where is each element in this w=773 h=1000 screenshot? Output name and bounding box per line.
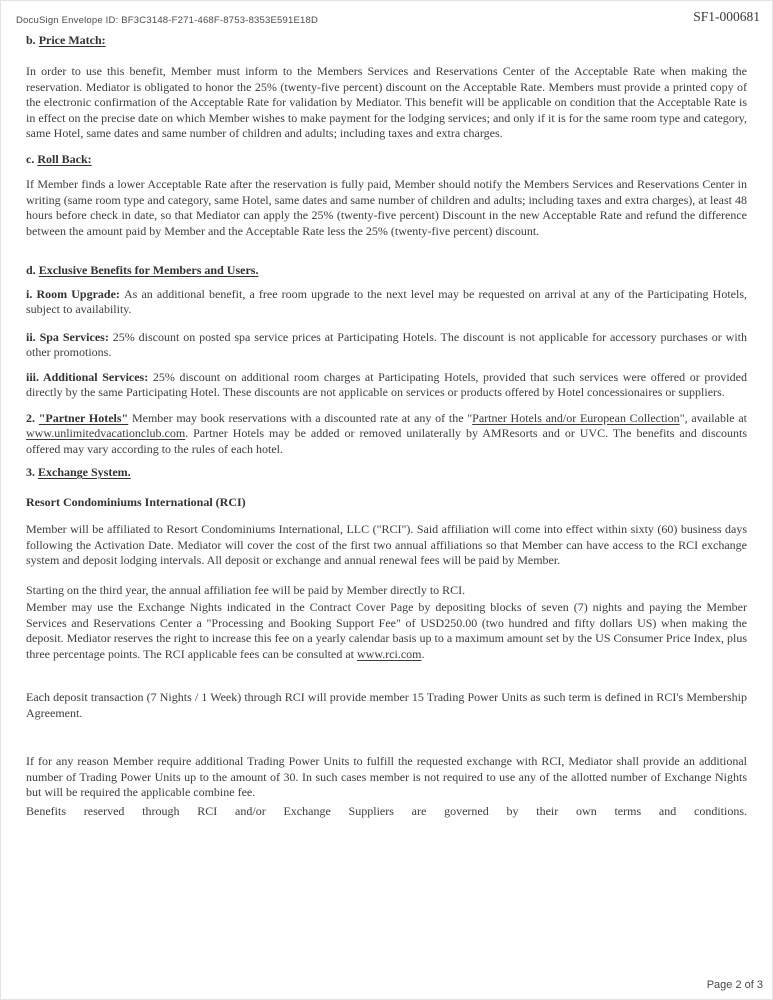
text-run: Roll Back: [37, 151, 92, 166]
text-run: If for any reason Member require additional Trading Power Units to fulfill the requested exchange with RCI, Mediator shall provide an additional number of Trading Power Units up to the amount of 30. In such cases member is not required to use any of the allotted number of Exchange Nights but will be required the applicable combine fee. [26, 754, 747, 799]
text-run: iii. Additional Services: [26, 369, 153, 384]
text-run: As an additional benefit, a free room upgrade to the next level may be requested on arrival at any of the Participating Hotels, subject to availability. [26, 286, 747, 316]
link-rci[interactable]: www.rci.com [356, 646, 422, 661]
heading-exchange-system [26, 465, 747, 481]
text-run: . [421, 646, 425, 661]
paragraph-partner-hotels [26, 411, 747, 458]
text-run: Member may use the Exchange Nights indicated in the Contract Cover Page by depositing blocks of seven (7) nights and paying the Member Services and Reservations Center a "Processing and Booking Support Fee" of USD250.00 (two hundred and fifty dollars US) when making the deposit. Mediator reserves the right to increase this fee on a yearly calendar basis up to a maximum amount set by the US Consumer Price Index, plus three percentage points. The RCI applicable fees can be consulted at [26, 600, 747, 661]
text-run: Each deposit transaction (7 Nights / 1 Week) through RCI will provide member 15 Trading Power Units as such term is defined in RCI's Membership Agreement. [26, 690, 747, 720]
document-header [16, 9, 760, 29]
paragraph-affiliation-fee [26, 583, 747, 599]
paragraph-spa-services [26, 330, 747, 361]
text-run: In order to use this benefit, Member must inform to the Members Services and Reservations Center of the Acceptable Rate when making the reservation. Mediator is obligated to honor the 25% (twenty-five percent) discount on the Acceptable Rate. Members must provide a printed copy of the electronic confirmation of the Acceptable Rate for validation by Mediator. This benefit will be applicable on condition that the Acceptable Rate is in effect on the precise date on which Member wishes to make payment for the lodging services; and only if it is for the same room type and category, same Hotel, same dates and same number of children and adults; including taxes and extra charges. [26, 64, 747, 140]
text-run: If Member finds a lower Acceptable Rate after the reservation is fully paid, Member should notify the Members Services and Reservations Center in writing (same room type and category, same Hotel, same dates and same number of children and adults; including taxes and extra charges), at least 48 hours before check in date, so that Mediator can apply the 25% (twenty-five percent) Discount in the new Acceptable Rate and refund the difference between the amount paid by Member and the Acceptable Rate less the 25% (twenty-five percent) discount. [26, 177, 747, 238]
text-run: Member may book reservations with a discounted rate at any of the " [128, 410, 473, 425]
text-run: 2. [26, 410, 39, 425]
text-run: b. [26, 32, 39, 47]
text-run: 3. [26, 465, 38, 479]
paragraph-trading-power [26, 754, 747, 801]
text-run: . Partner Hotels may be added or removed unilaterally by AMResorts and or UVC. The benefits and discounts offered may vary according to the rules of each hotel. [26, 426, 747, 456]
text-run: c. [26, 151, 38, 166]
paragraph-room-upgrade [26, 287, 747, 318]
text-run: i. Room Upgrade: [26, 286, 125, 301]
text-run: ii. Spa Services: [26, 329, 113, 344]
docusign-envelope-id: DocuSign Envelope ID: BF3C3148-F271-468F-8753-8353E591E18D [16, 15, 319, 26]
heading-exclusive-benefits [26, 263, 747, 279]
heading-price-match [26, 33, 747, 49]
paragraph-deposit-transaction [26, 690, 747, 721]
text-run: Exchange System. [38, 465, 131, 479]
link-unlimitedvacationclub[interactable]: www.unlimitedvacationclub.com [26, 426, 186, 440]
text-run: Price Match: [38, 32, 106, 47]
paragraph-roll-back-body [26, 177, 747, 239]
text-run: Member will be affiliated to Resort Condominiums International, LLC ("RCI"). Said affiliation will come into effect within sixty (60) business days following the Activation Date. Mediator will cover the cost of the first two annual affiliations so that Member can have access to the RCI exchange system and deposit lodging intervals. All deposit or exchange and annual renewal fees will be paid by Member. [26, 522, 747, 567]
paragraph-exchange-nights [26, 600, 747, 662]
text-run: Partner Hotels and/or European Collection [472, 410, 680, 425]
text-run: Exclusive Benefits for Members and Users. [38, 263, 259, 277]
text-run: d. [26, 263, 39, 277]
text-run: Starting on the third year, the annual affiliation fee will be paid by Member directly to RCI. [26, 582, 466, 597]
page-indicator: Page 2 of 3 [706, 978, 763, 991]
heading-rci [26, 495, 747, 511]
paragraph-price-match-body [26, 64, 747, 142]
heading-roll-back [26, 152, 747, 168]
text-run: 25% discount on posted spa service prices at Participating Hotels. The discount is not applicable for accessory purchases or with other promotions. [26, 329, 747, 359]
paragraph-rci-affiliation [26, 522, 747, 569]
document-number: SF1-000681 [693, 9, 760, 24]
text-run: ", available at [679, 410, 748, 425]
paragraph-additional-services [26, 370, 747, 401]
text-run: 25% discount on additional room charges at Participating Hotels, provided that such services were offered or provided directly by the same Participating Hotel. These discounts are not applicable on services or products offered by Hotel concessionaires or suppliers. [26, 369, 747, 399]
text-run: "Partner Hotels" [38, 410, 129, 425]
text-run: Resort Condominiums International (RCI) [26, 494, 246, 509]
paragraph-benefits-reserved [26, 804, 747, 820]
text-run: Benefits reserved through RCI and/or Exchange Suppliers are governed by their own terms and conditions. [26, 803, 747, 818]
